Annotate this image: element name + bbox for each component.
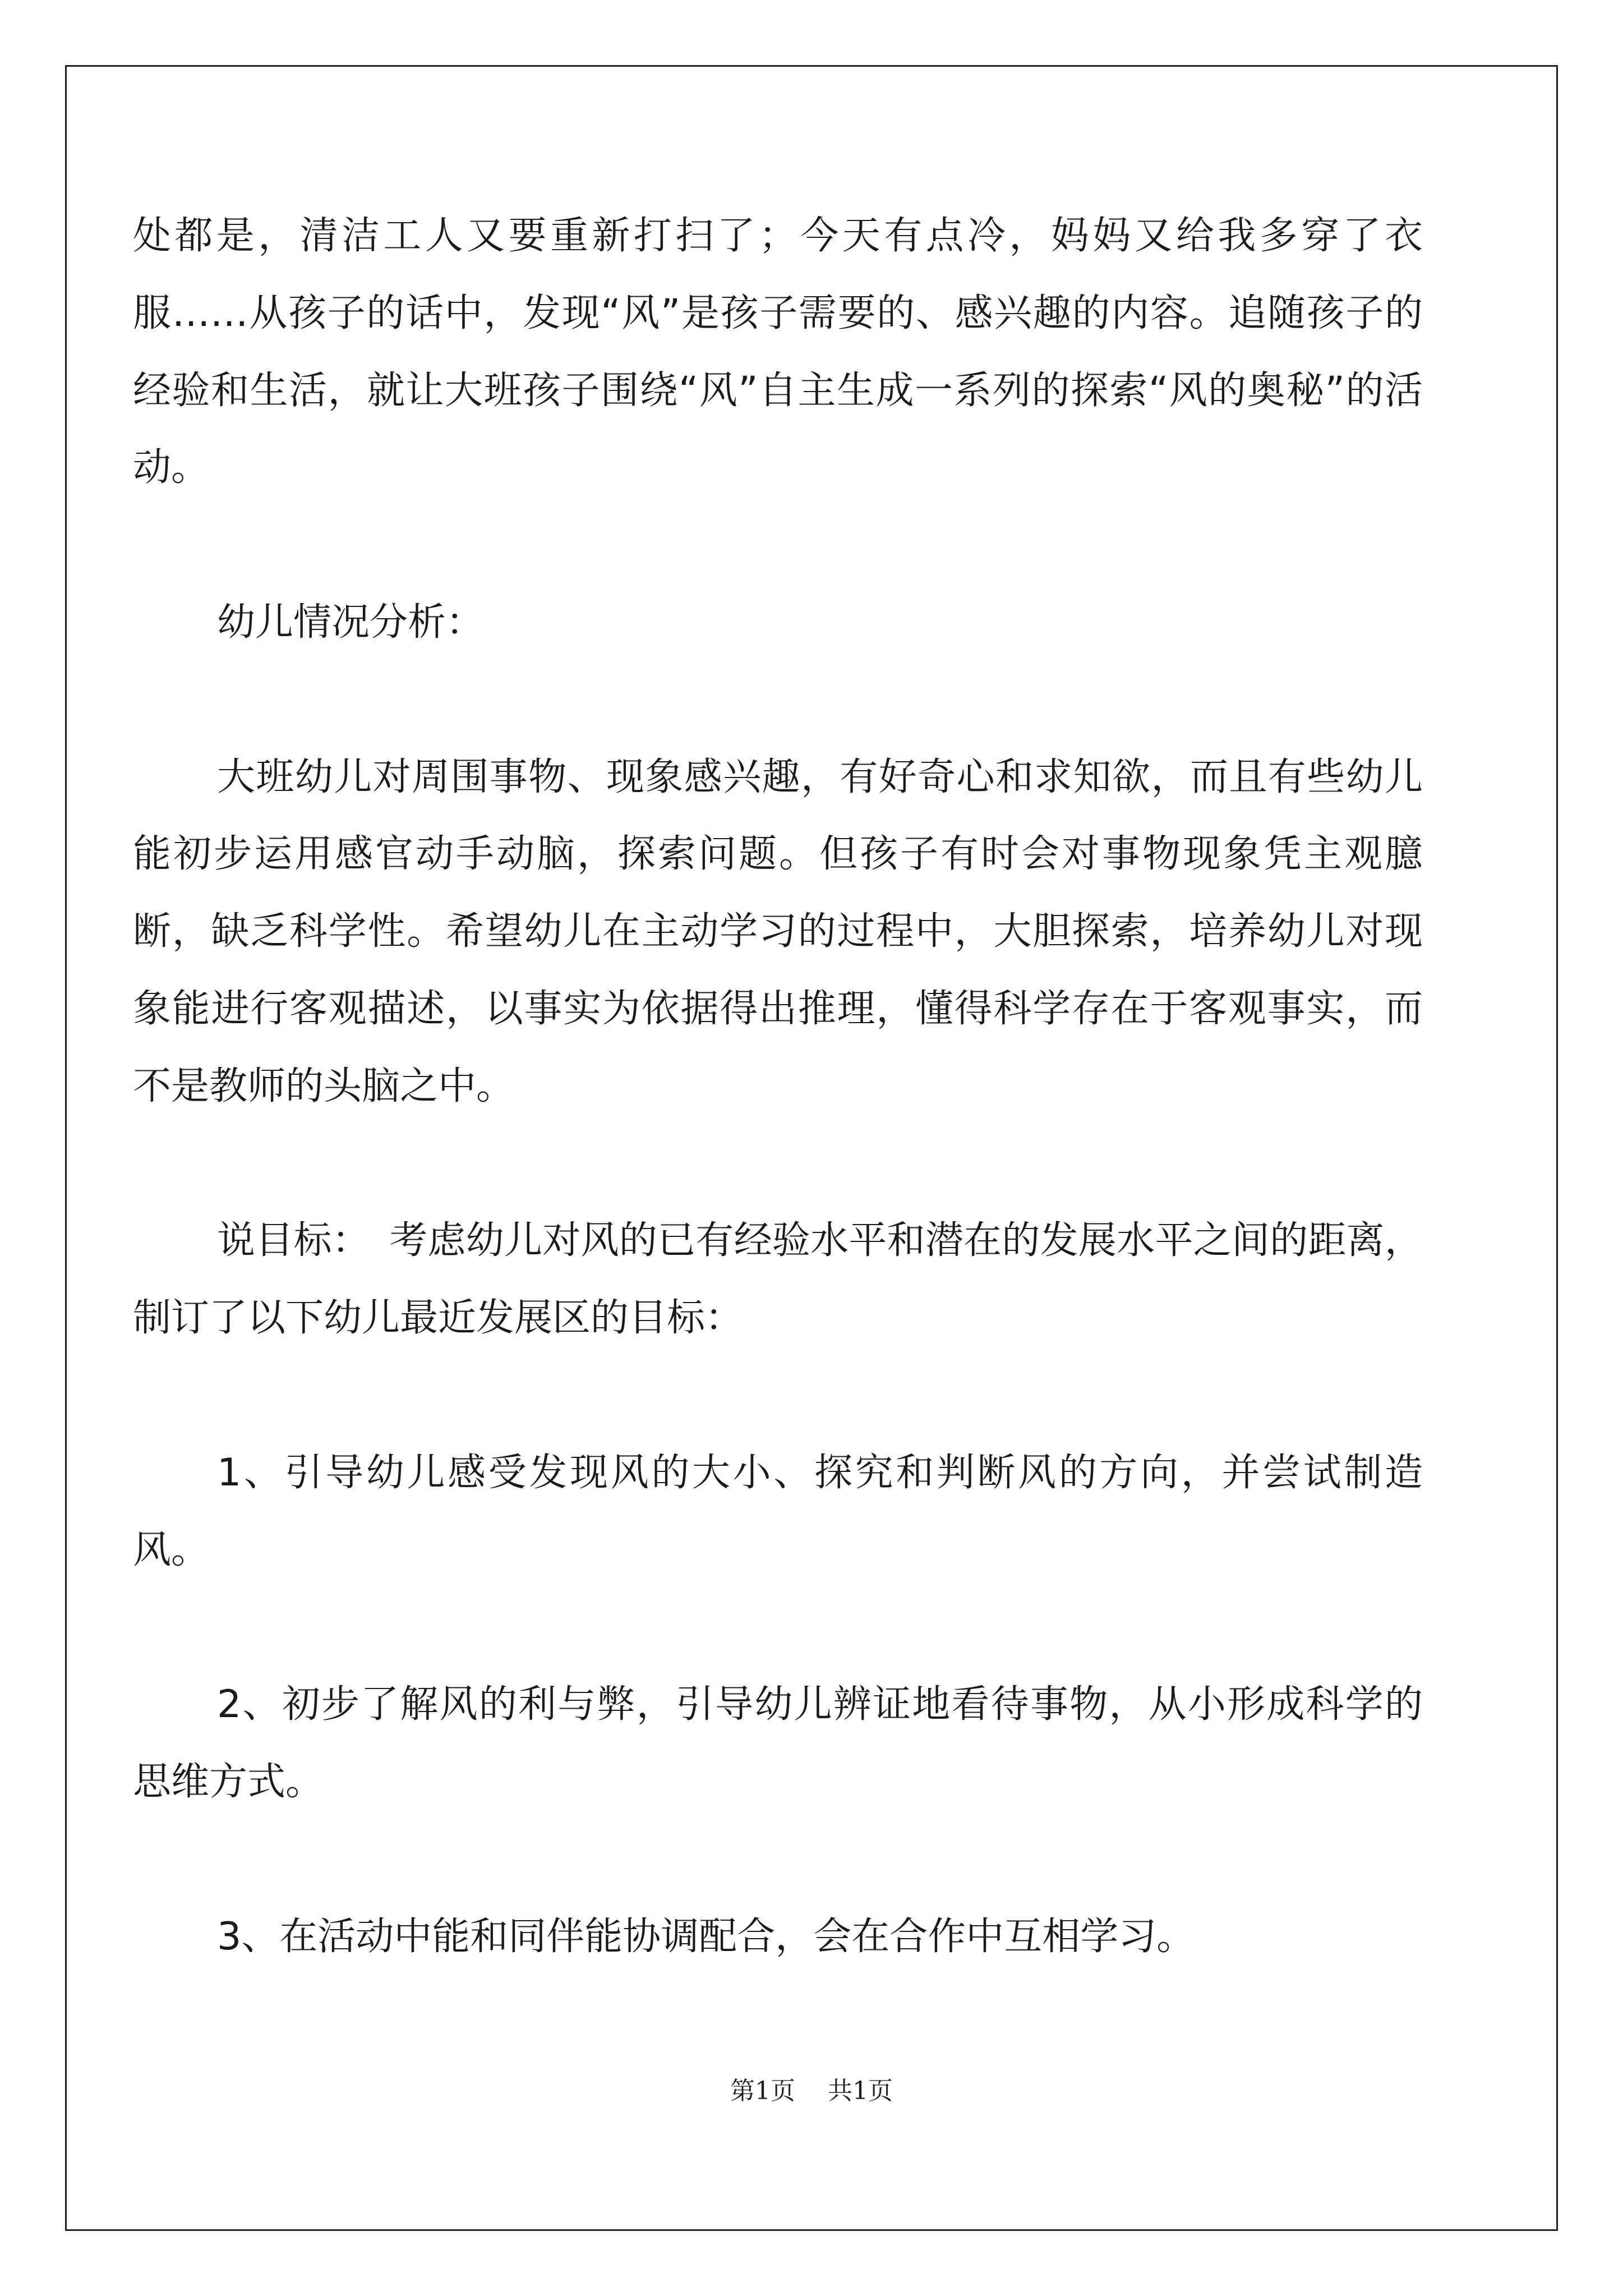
objective-item-1: 1、引导幼儿感受发现风的大小、探究和判断风的方向，并尝试制造风。 bbox=[133, 1450, 1423, 1572]
objective-item-2: 2、初步了解风的利与弊，引导幼儿辨证地看待事物，从小形成科学的思维方式。 bbox=[133, 1682, 1423, 1804]
document-body bbox=[133, 197, 1423, 1975]
objective-item-3: 3、在活动中能和同伴能协调配合，会在合作中互相学习。 bbox=[217, 1914, 1195, 1959]
heading-child-analysis: 幼儿情况分析： bbox=[217, 600, 485, 645]
paragraph-intro-continued: 处都是，清洁工人又要重新打扫了；今天有点冷，妈妈又给我多穿了衣服……从孩子的话中，发现“风”是孩子需要的、感兴趣的内容。追随孩子的经验和生活，就让大班孩子围绕“风”自主生成一系列的探索“风的奥秘”的活动。 bbox=[133, 214, 1423, 490]
paragraph-objectives: 说目标： 考虑幼儿对风的已有经验水平和潜在的发展水平之间的距离，制订了以下幼儿最近发展区的目标： bbox=[133, 1218, 1423, 1341]
page-footer bbox=[0, 2074, 1623, 2108]
paragraph-child-analysis: 大班幼儿对周围事物、现象感兴趣，有好奇心和求知欲，而且有些幼儿能初步运用感官动手动脑，探索问题。但孩子有时会对事物现象凭主观臆断，缺乏科学性。希望幼儿在主动学习的过程中，大胆探索，培养幼儿对现象能进行客观描述，以事实为依据得出推理，懂得科学存在于客观事实，而不是教师的头脑之中。 bbox=[133, 754, 1423, 1108]
page-total: 共1页 bbox=[828, 2077, 893, 2105]
page-number: 第1页 bbox=[730, 2077, 795, 2105]
